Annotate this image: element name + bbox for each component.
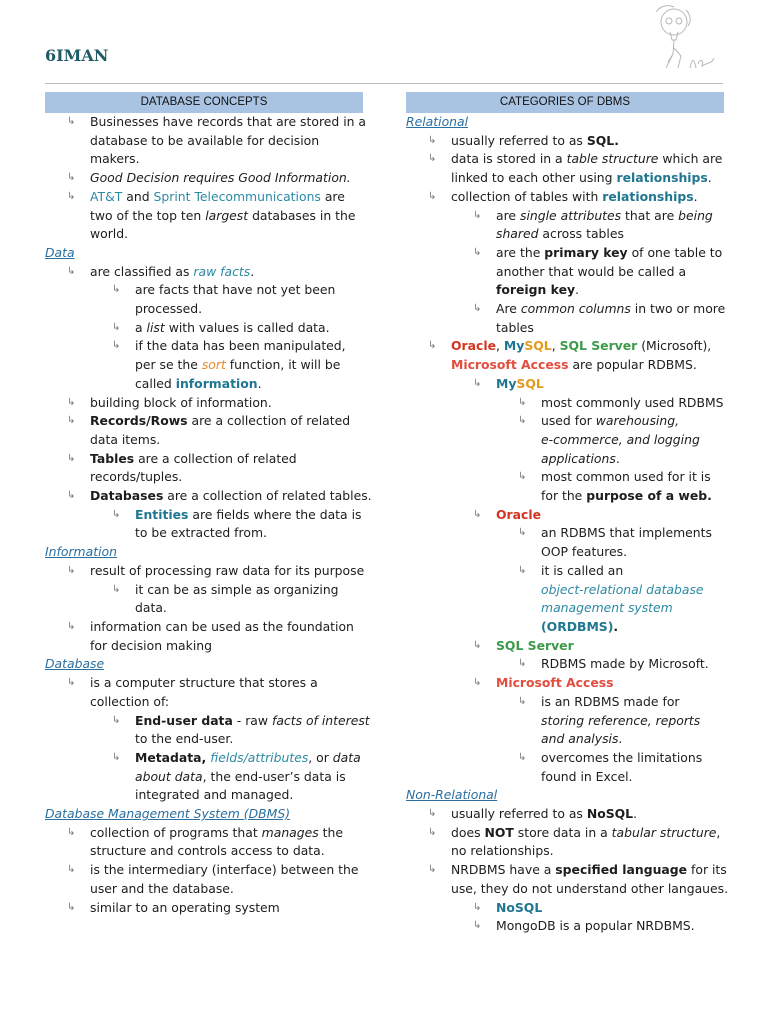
arrow-bullet-icon: ↳ <box>518 396 527 408</box>
list-item: ↳ overcomes the limitations <box>406 749 724 768</box>
arrow-bullet-icon: ↳ <box>67 864 76 876</box>
list-item: ↳ are classified as raw facts. <box>45 263 363 282</box>
section-title-relational: Relational <box>406 114 469 129</box>
arrow-bullet-icon: ↳ <box>67 826 76 838</box>
arrow-bullet-icon: ↳ <box>428 808 437 820</box>
list-item: ↳ Good Decision requires Good Information. <box>45 169 363 188</box>
arrow-bullet-icon: ↳ <box>428 153 437 165</box>
arrow-bullet-icon: ↳ <box>518 751 527 763</box>
arrow-bullet-icon: ↳ <box>473 508 482 520</box>
list-item: ↳ Tables are a collection of related <box>45 450 363 469</box>
list-item-cont: about data, the end-user’s data is <box>135 768 346 784</box>
arrow-bullet-icon: ↳ <box>518 658 527 670</box>
list-item-cont: world. <box>90 226 129 242</box>
list-item: ↳ building block of information. <box>45 394 363 413</box>
section-title-non-relational: Non-Relational <box>406 787 498 803</box>
arrow-bullet-icon: ↳ <box>428 864 437 876</box>
list-item-cont: another that would be called a <box>496 263 687 279</box>
list-item-cont: use, they do not understand other langaues. <box>451 880 729 896</box>
list-item: ↳ result of processing raw data for its purpose <box>45 562 363 581</box>
list-item-cont: processed. <box>135 301 203 317</box>
brand-title: 6IMAN <box>45 46 109 65</box>
arrow-bullet-icon: ↳ <box>473 920 482 932</box>
arrow-bullet-icon: ↳ <box>67 620 76 632</box>
arrow-bullet-icon: ↳ <box>473 901 482 913</box>
arrow-bullet-icon: ↳ <box>518 471 527 483</box>
categories-of-dbms-header: CATEGORIES OF DBMS <box>406 92 724 113</box>
arrow-bullet-icon: ↳ <box>473 246 482 258</box>
arrow-bullet-icon: ↳ <box>112 284 121 296</box>
oracle-heading: ↳ Oracle <box>406 506 724 525</box>
section-title-information: Information <box>45 544 117 560</box>
list-item-cont: per se the sort function, it will be <box>135 357 341 373</box>
list-item: ↳ Entities are fields where the data is <box>45 506 363 525</box>
list-item-cont: storing reference, reports <box>541 712 701 728</box>
list-item-cont: collection of: <box>90 693 170 709</box>
list-item-cont: e-commerce, and logging <box>541 431 700 447</box>
list-item: ↳ does NOT store data in a tabular structure, <box>406 824 724 843</box>
arrow-bullet-icon: ↳ <box>518 415 527 427</box>
skull-sketch-logo <box>648 2 724 78</box>
arrow-bullet-icon: ↳ <box>67 396 76 408</box>
list-item: ↳ Are common columns in two or more <box>406 300 724 319</box>
list-item: ↳ are the primary key of one table to <box>406 244 724 263</box>
arrow-bullet-icon: ↳ <box>518 564 527 576</box>
list-item: ↳ an RDBMS that implements <box>406 524 724 543</box>
list-item: ↳ most common used for it is <box>406 468 724 487</box>
list-item: ↳ used for warehousing, <box>406 412 724 431</box>
arrow-bullet-icon: ↳ <box>67 415 76 427</box>
arrow-bullet-icon: ↳ <box>473 209 482 221</box>
list-item: ↳ usually referred to as SQL. <box>406 132 724 151</box>
list-item: ↳ similar to an operating system <box>45 899 363 918</box>
list-item-cont: user and the database. <box>90 880 234 896</box>
list-item-cont: OOP features. <box>541 544 628 560</box>
section-title-database: Database <box>45 656 105 672</box>
list-item: ↳ End-user data - raw facts of interest <box>45 712 363 731</box>
list-item-cont: for the purpose of a web. <box>541 488 712 504</box>
list-item: ↳ RDBMS made by Microsoft. <box>406 655 724 674</box>
list-item-cont: tables <box>496 319 534 335</box>
list-item: ↳ is the intermediary (interface) between the <box>45 861 363 880</box>
list-item: ↳ are facts that have not yet been <box>45 281 363 300</box>
list-item: ↳ collection of tables with relationships. <box>406 188 724 207</box>
arrow-bullet-icon: ↳ <box>112 714 121 726</box>
arrow-bullet-icon: ↳ <box>67 172 76 184</box>
arrow-bullet-icon: ↳ <box>67 564 76 576</box>
list-item: ↳ collection of programs that manages the <box>45 824 363 843</box>
arrow-bullet-icon: ↳ <box>67 677 76 689</box>
list-item-cont: structure and controls access to data. <box>90 843 325 859</box>
list-item: ↳ Businesses have records that are stored in a <box>45 113 363 132</box>
list-item-cont: shared across tables <box>496 226 624 242</box>
list-item-cont: to the end-user. <box>135 731 234 747</box>
list-item-cont: two of the top ten largest databases in the <box>90 207 356 223</box>
arrow-bullet-icon: ↳ <box>112 583 121 595</box>
arrow-bullet-icon: ↳ <box>518 695 527 707</box>
list-item: ↳ NoSQL <box>406 899 724 918</box>
arrow-bullet-icon: ↳ <box>67 452 76 464</box>
section-title-data: Data <box>45 244 75 260</box>
list-item-cont: called information. <box>135 375 262 391</box>
list-item-cont: Microsoft Access are popular RDBMS. <box>451 357 697 373</box>
list-item: ↳ is an RDBMS made for <box>406 693 724 712</box>
list-item: ↳ Databases are a collection of related tables. <box>45 487 363 506</box>
arrow-bullet-icon: ↳ <box>67 901 76 913</box>
list-item: ↳ Oracle, MySQL, SQL Server (Microsoft), <box>406 337 724 356</box>
list-item: ↳ if the data has been manipulated, <box>45 337 363 356</box>
arrow-bullet-icon: ↳ <box>473 377 482 389</box>
arrow-bullet-icon: ↳ <box>67 265 76 277</box>
list-item: ↳ usually referred to as NoSQL. <box>406 805 724 824</box>
list-item-cont: database to be available for decision <box>90 132 320 148</box>
list-item: ↳ most commonly used RDBMS <box>406 394 724 413</box>
list-item-cont: data items. <box>90 431 161 447</box>
list-item: ↳ AT&T and Sprint Telecommunications are <box>45 188 363 207</box>
header-divider <box>45 83 723 84</box>
list-item: ↳ information can be used as the foundation <box>45 618 363 637</box>
list-item-cont: for decision making <box>90 637 212 653</box>
list-item: ↳ is a computer structure that stores a <box>45 674 363 693</box>
mysql-heading: ↳ MySQL <box>406 375 724 394</box>
list-item: ↳ it can be as simple as organizing <box>45 581 363 600</box>
list-item: ↳ are single attributes that are being <box>406 207 724 226</box>
list-item-cont: and analysis. <box>541 731 623 747</box>
arrow-bullet-icon: ↳ <box>112 321 121 333</box>
list-item: ↳ data is stored in a table structure which are <box>406 150 724 169</box>
list-item-cont: (ORDBMS). <box>541 618 619 634</box>
list-item-cont: data. <box>135 600 167 616</box>
section-title-dbms: Database Management System (DBMS) <box>45 806 291 822</box>
arrow-bullet-icon: ↳ <box>112 508 121 520</box>
right-column <box>406 92 729 936</box>
list-item-cont: linked to each other using relationships. <box>451 170 712 186</box>
arrow-bullet-icon: ↳ <box>473 677 482 689</box>
list-item: ↳ Metadata, fields/attributes, or data <box>45 749 363 768</box>
arrow-bullet-icon: ↳ <box>67 190 76 202</box>
list-item: ↳ MongoDB is a popular NRDBMS. <box>406 917 724 936</box>
list-item: ↳ it is called an <box>406 562 724 581</box>
list-item-cont: no relationships. <box>451 843 554 859</box>
list-item-cont: found in Excel. <box>541 768 633 784</box>
arrow-bullet-icon: ↳ <box>428 134 437 146</box>
arrow-bullet-icon: ↳ <box>428 190 437 202</box>
list-item-cont: applications. <box>541 450 620 466</box>
list-item-cont: management system <box>541 600 673 616</box>
list-item-cont: records/tuples. <box>90 469 183 485</box>
arrow-bullet-icon: ↳ <box>428 826 437 838</box>
list-item-cont: integrated and managed. <box>135 787 294 803</box>
microsoft-access-heading: ↳ Microsoft Access <box>406 674 724 693</box>
arrow-bullet-icon: ↳ <box>67 116 76 127</box>
arrow-bullet-icon: ↳ <box>112 340 121 352</box>
arrow-bullet-icon: ↳ <box>473 303 482 315</box>
arrow-bullet-icon: ↳ <box>428 340 437 352</box>
left-column <box>45 92 372 917</box>
arrow-bullet-icon: ↳ <box>518 527 527 539</box>
arrow-bullet-icon: ↳ <box>67 490 76 502</box>
list-item-cont: foreign key. <box>496 282 580 298</box>
list-item: ↳ NRDBMS have a specified language for its <box>406 861 724 880</box>
list-item-cont: to be extracted from. <box>135 525 267 541</box>
list-item-cont: object-relational database <box>541 581 704 597</box>
list-item: ↳ Records/Rows are a collection of related <box>45 412 363 431</box>
arrow-bullet-icon: ↳ <box>473 639 482 651</box>
sql-server-heading: ↳ SQL Server <box>406 637 724 656</box>
list-item-cont: makers. <box>90 151 140 167</box>
arrow-bullet-icon: ↳ <box>112 751 121 763</box>
database-concepts-header: DATABASE CONCEPTS <box>45 92 363 113</box>
list-item: ↳ a list with values is called data. <box>45 319 363 338</box>
